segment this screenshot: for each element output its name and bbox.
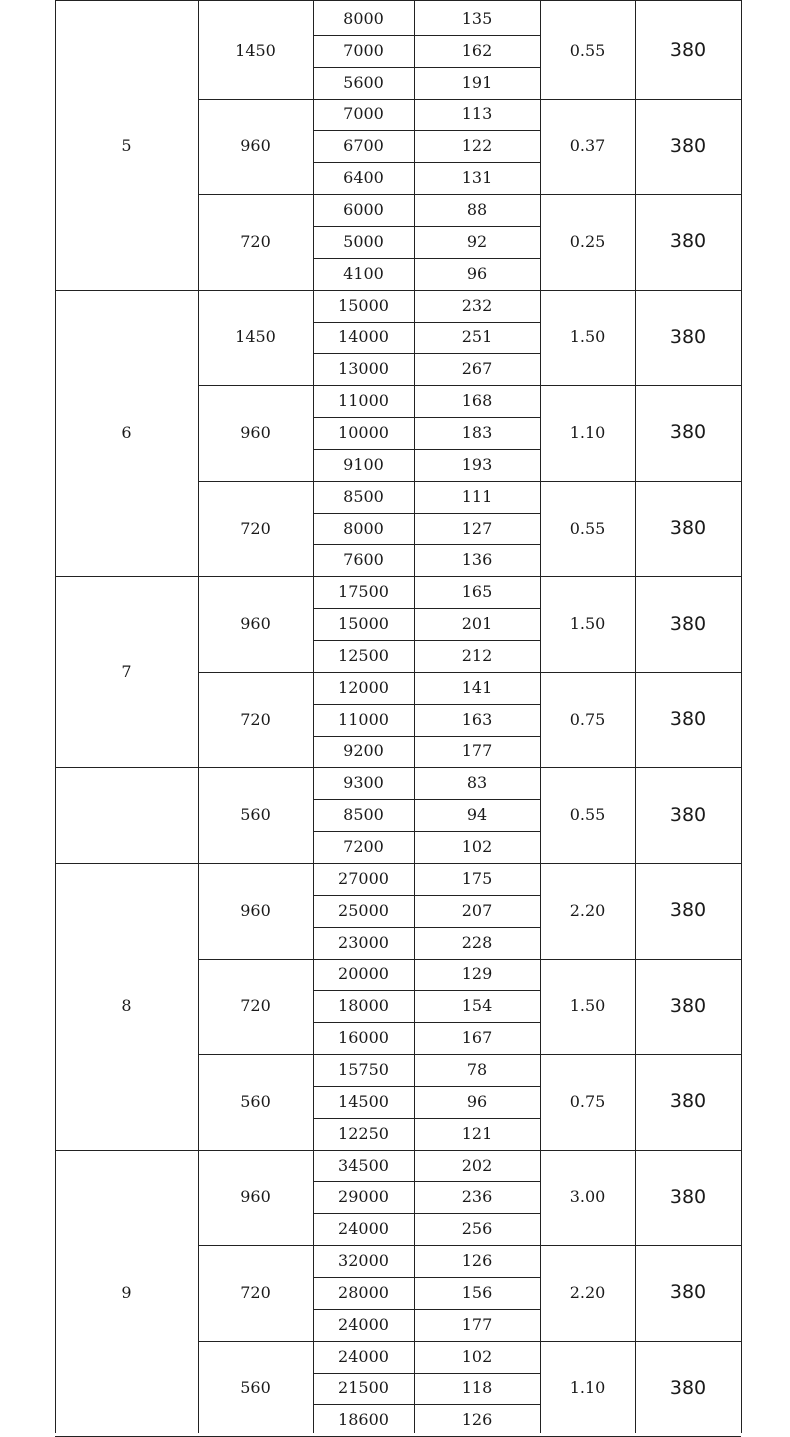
pressure-cell: 96	[466, 1091, 488, 1111]
airflow-cell: 12000	[338, 677, 389, 697]
pressure-cell: 163	[461, 709, 493, 729]
voltage-cell: 380	[669, 803, 707, 826]
speed-cell: 560	[240, 805, 271, 825]
pressure-cell: 96	[466, 263, 488, 283]
airflow-cell: 18600	[338, 1410, 389, 1430]
model-cell: 8	[121, 996, 132, 1016]
airflow-cell: 24000	[338, 1314, 389, 1334]
voltage-cell: 380	[669, 517, 707, 540]
pressure-cell: 267	[461, 359, 493, 379]
pressure-cell: 232	[461, 295, 493, 315]
airflow-cell: 15000	[338, 295, 389, 315]
airflow-cell: 4100	[343, 263, 384, 283]
model-cell: 5	[121, 136, 132, 156]
speed-cell: 960	[240, 136, 271, 156]
pressure-cell: 193	[461, 454, 493, 474]
pressure-cell: 113	[461, 104, 493, 124]
airflow-cell: 11000	[338, 709, 389, 729]
power-cell: 1.50	[569, 327, 606, 347]
voltage-cell: 380	[669, 899, 707, 922]
voltage-cell: 380	[669, 39, 707, 62]
airflow-cell: 6000	[343, 200, 384, 220]
pressure-cell: 78	[466, 1059, 488, 1079]
speed-cell: 720	[240, 709, 271, 729]
airflow-cell: 18000	[338, 996, 389, 1016]
airflow-cell: 14000	[338, 327, 389, 347]
column-rule-0	[55, 0, 56, 1433]
pressure-cell: 127	[461, 518, 493, 538]
top-border	[55, 0, 741, 1]
pressure-cell: 168	[461, 391, 493, 411]
voltage-cell: 380	[669, 612, 707, 635]
airflow-cell: 12500	[338, 645, 389, 665]
pressure-cell: 111	[461, 486, 493, 506]
speed-cell: 960	[240, 614, 271, 634]
column-rule-1	[198, 0, 199, 1433]
pressure-cell: 167	[461, 1028, 493, 1048]
pressure-cell: 162	[461, 40, 493, 60]
airflow-cell: 8000	[343, 518, 384, 538]
power-cell: 0.37	[569, 136, 606, 156]
airflow-cell: 14500	[338, 1091, 389, 1111]
pressure-cell: 102	[461, 1346, 493, 1366]
column-rule-6	[741, 0, 742, 1433]
voltage-cell: 380	[669, 230, 707, 253]
power-cell: 1.50	[569, 614, 606, 634]
airflow-cell: 13000	[338, 359, 389, 379]
model-cell: 9	[121, 1282, 132, 1302]
airflow-cell: 8000	[343, 8, 384, 28]
airflow-cell: 7000	[343, 104, 384, 124]
airflow-cell: 29000	[338, 1187, 389, 1207]
model-cell: 7	[121, 661, 132, 681]
model-cell	[55, 767, 198, 863]
airflow-cell: 6400	[343, 168, 384, 188]
speed-cell: 560	[240, 1378, 271, 1398]
power-cell: 1.50	[569, 996, 606, 1016]
voltage-cell: 380	[669, 325, 707, 348]
airflow-cell: 8500	[343, 486, 384, 506]
pressure-cell: 88	[466, 200, 488, 220]
airflow-cell: 15000	[338, 614, 389, 634]
voltage-cell: 380	[669, 708, 707, 731]
airflow-cell: 5600	[343, 72, 384, 92]
power-cell: 0.55	[569, 518, 606, 538]
pressure-cell: 165	[461, 582, 493, 602]
airflow-cell: 5000	[343, 231, 384, 251]
pressure-cell: 256	[461, 1219, 493, 1239]
airflow-cell: 16000	[338, 1028, 389, 1048]
power-cell: 3.00	[569, 1187, 606, 1207]
pressure-cell: 135	[461, 8, 493, 28]
airflow-cell: 11000	[338, 391, 389, 411]
column-rule-3	[414, 0, 415, 1433]
airflow-cell: 9200	[343, 741, 384, 761]
airflow-cell: 24000	[338, 1346, 389, 1366]
column-rule-2	[313, 0, 314, 1433]
pressure-cell: 129	[461, 964, 493, 984]
pressure-cell: 118	[461, 1378, 493, 1398]
power-cell: 2.20	[569, 900, 606, 920]
pressure-cell: 121	[461, 1123, 493, 1143]
speed-cell: 720	[240, 518, 271, 538]
airflow-cell: 32000	[338, 1251, 389, 1271]
pressure-cell: 177	[461, 741, 493, 761]
airflow-cell: 7600	[343, 550, 384, 570]
pressure-cell: 251	[461, 327, 493, 347]
pressure-cell: 131	[461, 168, 493, 188]
speed-cell: 1450	[235, 40, 276, 60]
voltage-cell: 380	[669, 134, 707, 157]
airflow-cell: 9100	[343, 454, 384, 474]
pressure-cell: 141	[461, 677, 493, 697]
airflow-cell: 34500	[338, 1155, 389, 1175]
pressure-cell: 202	[461, 1155, 493, 1175]
pressure-cell: 175	[461, 868, 493, 888]
airflow-cell: 21500	[338, 1378, 389, 1398]
airflow-cell: 9300	[343, 773, 384, 793]
voltage-cell: 380	[669, 1376, 707, 1399]
airflow-cell: 12250	[338, 1123, 389, 1143]
pressure-cell: 83	[466, 773, 488, 793]
airflow-cell: 7000	[343, 40, 384, 60]
speed-cell: 960	[240, 1187, 271, 1207]
speed-cell: 1450	[235, 327, 276, 347]
power-cell: 0.75	[569, 1091, 606, 1111]
pressure-cell: 212	[461, 645, 493, 665]
pressure-cell: 92	[466, 231, 488, 251]
airflow-cell: 20000	[338, 964, 389, 984]
airflow-cell: 7200	[343, 837, 384, 857]
pressure-cell: 122	[461, 136, 493, 156]
speed-cell: 720	[240, 1282, 271, 1302]
pressure-cell: 94	[466, 805, 488, 825]
pressure-cell: 126	[461, 1410, 493, 1430]
pressure-cell: 102	[461, 837, 493, 857]
pressure-cell: 136	[461, 550, 493, 570]
pressure-cell: 126	[461, 1251, 493, 1271]
speed-cell: 720	[240, 231, 271, 251]
voltage-cell: 380	[669, 1185, 707, 1208]
model-cell: 6	[121, 422, 132, 442]
pressure-cell: 201	[461, 614, 493, 634]
pressure-cell: 154	[461, 996, 493, 1016]
voltage-cell: 380	[669, 994, 707, 1017]
speed-cell: 960	[240, 422, 271, 442]
power-cell: 1.10	[569, 422, 606, 442]
airflow-cell: 15750	[338, 1059, 389, 1079]
power-cell: 0.55	[569, 40, 606, 60]
airflow-cell: 17500	[338, 582, 389, 602]
power-cell: 0.75	[569, 709, 606, 729]
pressure-cell: 177	[461, 1314, 493, 1334]
airflow-cell: 24000	[338, 1219, 389, 1239]
voltage-cell: 380	[669, 1090, 707, 1113]
airflow-cell: 27000	[338, 868, 389, 888]
power-cell: 1.10	[569, 1378, 606, 1398]
pressure-cell: 236	[461, 1187, 493, 1207]
airflow-cell: 28000	[338, 1282, 389, 1302]
column-rule-5	[635, 0, 636, 1433]
voltage-cell: 380	[669, 421, 707, 444]
power-cell: 2.20	[569, 1282, 606, 1302]
speed-cell: 960	[240, 900, 271, 920]
pressure-cell: 191	[461, 72, 493, 92]
pressure-cell: 183	[461, 422, 493, 442]
pressure-cell: 228	[461, 932, 493, 952]
speed-cell: 560	[240, 1091, 271, 1111]
power-cell: 0.55	[569, 805, 606, 825]
airflow-cell: 23000	[338, 932, 389, 952]
pressure-cell: 207	[461, 900, 493, 920]
speed-cell: 720	[240, 996, 271, 1016]
airflow-cell: 25000	[338, 900, 389, 920]
pressure-cell: 156	[461, 1282, 493, 1302]
column-rule-4	[540, 0, 541, 1433]
airflow-cell: 10000	[338, 422, 389, 442]
voltage-cell: 380	[669, 1281, 707, 1304]
power-cell: 0.25	[569, 231, 606, 251]
airflow-cell: 6700	[343, 136, 384, 156]
airflow-cell: 8500	[343, 805, 384, 825]
